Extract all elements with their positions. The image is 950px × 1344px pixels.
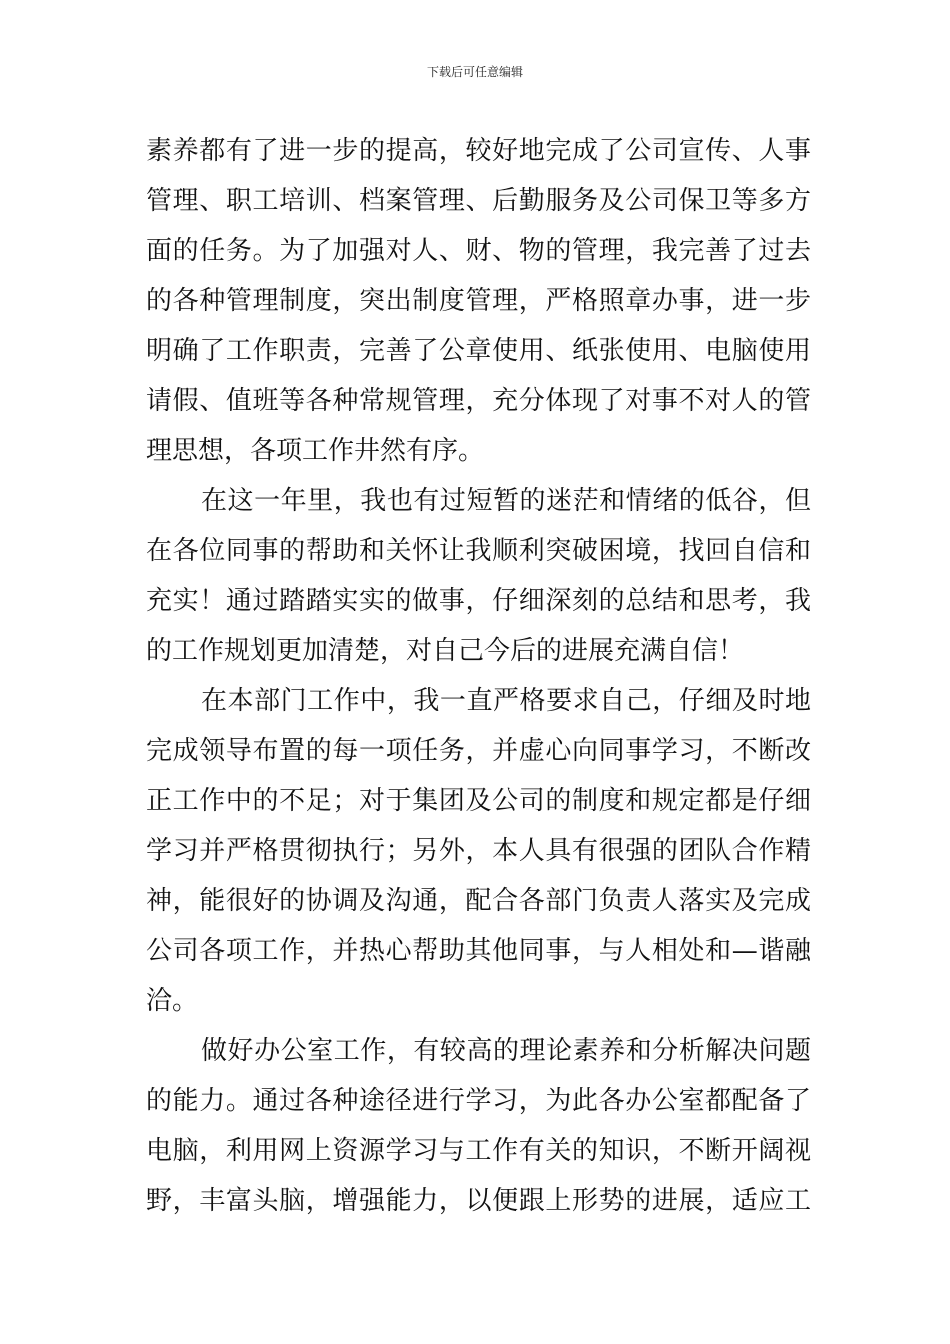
- text-line: 请假、值班等各种常规管理，充分体现了对事不对人的管: [146, 386, 811, 416]
- text-line: 的各种管理制度，突出制度管理，严格照章办事，进一步: [146, 286, 811, 316]
- text-line: 面的任务。为了加强对人、财、物的管理，我完善了过去: [146, 236, 811, 266]
- paragraph-4: [146, 1026, 811, 1226]
- text-line: 充实！通过踏踏实实的做事，仔细深刻的总结和思考，我: [146, 586, 811, 616]
- text-line: 正工作中的不足；对于集团及公司的制度和规定都是仔细: [146, 786, 811, 816]
- text-line: 做好办公室工作，有较高的理论素养和分析解决问题: [201, 1036, 811, 1066]
- text-line: 管理、职工培训、档案管理、后勤服务及公司保卫等多方: [146, 186, 811, 216]
- text-line: 理思想，各项工作井然有序。: [146, 436, 485, 466]
- text-line: 素养都有了进一步的提高，较好地完成了公司宣传、人事: [146, 136, 811, 166]
- text-line: 在本部门工作中，我一直严格要求自己，仔细及时地: [201, 686, 811, 716]
- text-line: 的工作规划更加清楚，对自己今后的进展充满自信！: [146, 636, 745, 666]
- text-line: 在各位同事的帮助和关怀让我顺利突破困境，找回自信和: [146, 536, 811, 566]
- text-line: 明确了工作职责，完善了公章使用、纸张使用、电脑使用: [146, 336, 811, 366]
- text-line: 电脑，利用网上资源学习与工作有关的知识，不断开阔视: [146, 1136, 811, 1166]
- document-body: [146, 126, 811, 1226]
- text-line: 洽。: [146, 986, 199, 1016]
- text-line: 完成领导布置的每一项任务，并虚心向同事学习，不断改: [146, 736, 811, 766]
- text-line: 神，能很好的协调及沟通，配合各部门负责人落实及完成: [146, 886, 811, 916]
- paragraph-1: [146, 126, 811, 476]
- text-line: 野，丰富头脑，增强能力，以便跟上形势的进展，适应工: [146, 1186, 811, 1216]
- text-line: 的能力。通过各种途径进行学习，为此各办公室都配备了: [146, 1086, 811, 1116]
- text-line: 学习并严格贯彻执行；另外，本人具有很强的团队合作精: [146, 836, 811, 866]
- text-line: 公司各项工作，并热心帮助其他同事，与人相处和—谐融: [146, 936, 811, 966]
- paragraph-2: [146, 476, 811, 676]
- page-header: 下载后可任意编辑: [426, 65, 523, 79]
- text-line: 在这一年里，我也有过短暂的迷茫和情绪的低谷，但: [201, 486, 811, 516]
- paragraph-3: [146, 676, 811, 1026]
